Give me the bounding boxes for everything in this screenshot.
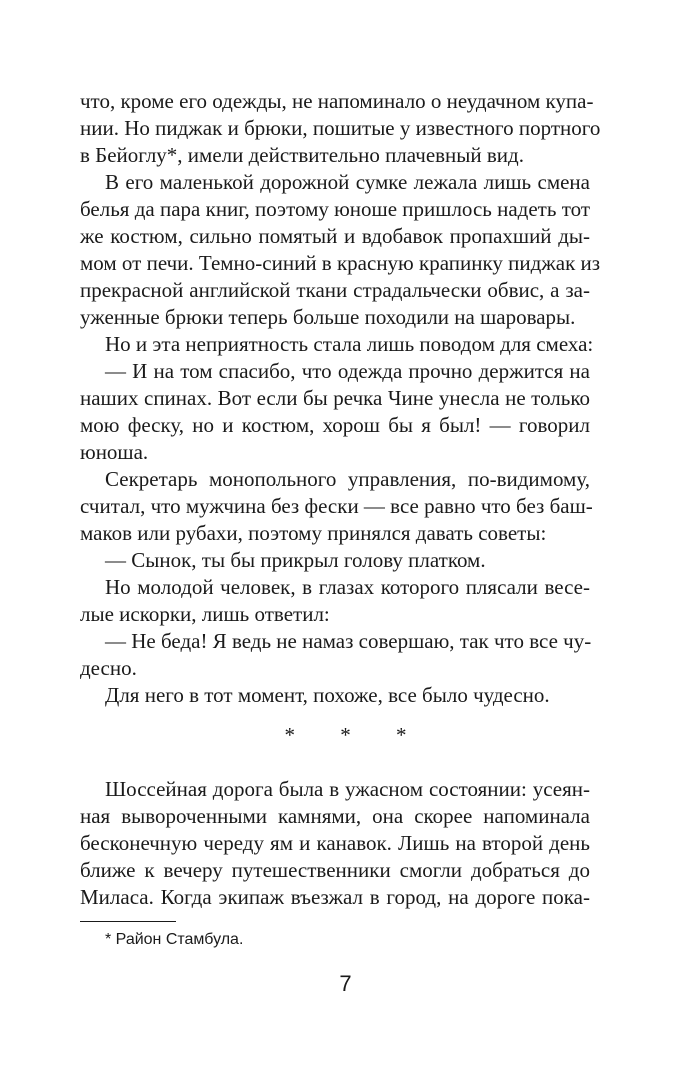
text-line: бесконечную череду ям и канавок. Лишь на второй день: [80, 831, 590, 855]
text-line: маков или рубахи, поэтому принялся давать советы:: [80, 521, 547, 545]
text-line: нии. Но пиджак и брюки, пошитые у известного портного: [80, 116, 601, 140]
text-line: Шоссейная дорога была в ужасном состоянии: усеян-: [105, 777, 590, 801]
text-line: наших спинах. Вот если бы речка Чине унесла не только: [80, 386, 590, 410]
footnote: * Район Стамбула.: [105, 931, 244, 948]
text-line: Но молодой человек, в глазах которого плясали весе-: [105, 575, 590, 599]
text-line: считал, что мужчина без фески — все равно что без баш-: [80, 494, 593, 518]
text-line: — Не беда! Я ведь не намаз совершаю, так что все чу-: [105, 629, 592, 653]
text-line: белья да пара книг, поэтому юноше пришлось надеть тот: [80, 197, 590, 221]
text-line: В его маленькой дорожной сумке лежала лишь смена: [105, 170, 590, 194]
footnote-rule: [80, 921, 176, 922]
text-line: десно.: [80, 656, 137, 680]
page-number: 7: [339, 971, 352, 996]
text-line: же костюм, сильно помятый и вдобавок пропахший ды-: [80, 224, 590, 248]
text-line: ближе к вечеру путешественники смогли добраться до: [80, 858, 590, 882]
text-line: — Сынок, ты бы прикрыл голову платком.: [105, 548, 486, 572]
text-line: — И на том спасибо, что одежда прочно держится на: [105, 359, 590, 383]
text-line: Для него в тот момент, похоже, все было чудесно.: [105, 683, 550, 707]
text-line: прекрасной английской ткани страдальчески обвис, а за-: [80, 278, 590, 302]
text-line: в Бейоглу*, имели действительно плачевный вид.: [80, 143, 524, 167]
text-line: Но и эта неприятность стала лишь поводом для смеха:: [105, 332, 594, 356]
text-line: уженные брюки теперь больше походили на шаровары.: [80, 305, 576, 329]
section-separator: * * *: [284, 723, 427, 747]
text-line: Секретарь монопольного управления, по-видимому,: [105, 467, 590, 491]
text-line: что, кроме его одежды, не напоминало о неудачном купа-: [80, 89, 594, 113]
text-line: мом от печи. Темно-синий в красную крапинку пиджак из: [80, 251, 601, 275]
text-line: юноша.: [80, 440, 149, 464]
text-line: Миласа. Когда экипаж въезжал в город, на дороге пока-: [80, 885, 590, 909]
text-line: лые искорки, лишь ответил:: [80, 602, 330, 626]
text-line: ная вывороченными камнями, она скорее напоминала: [80, 804, 590, 828]
text-line: мою феску, но и костюм, хорош бы я был! — говорил: [80, 413, 590, 437]
